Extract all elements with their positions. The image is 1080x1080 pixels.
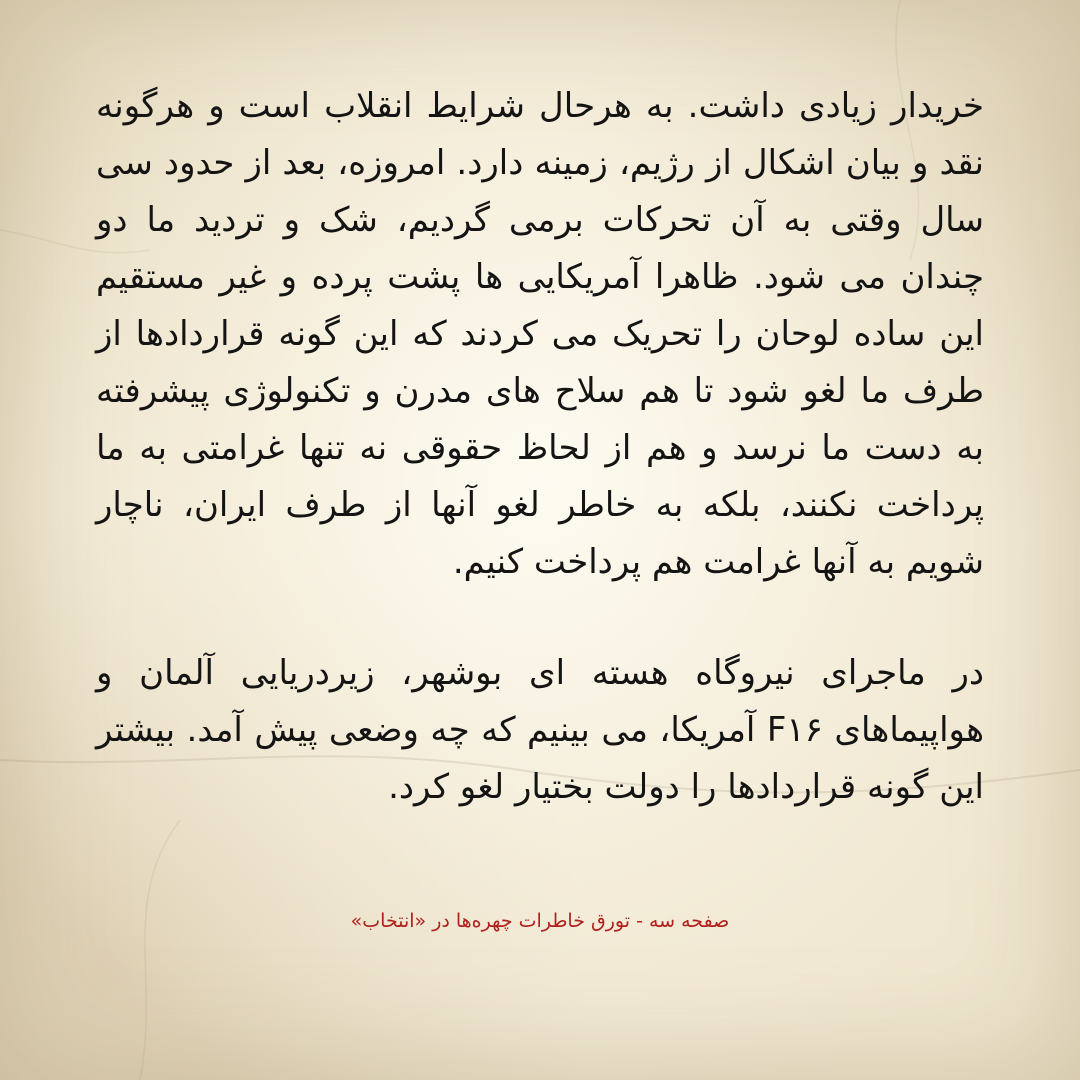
page-content [96, 78, 984, 1040]
paragraph-2: در ماجرای نیروگاه هسته ای بوشهر، زیردریایی آلمان و هواپیماهای F۱۶ آمریکا، می بینیم که چه وضعی پیش آمد. بیشتر این گونه قراردادها را دولت بختیار لغو کرد. [96, 653, 985, 807]
page-caption: صفحه سه - تورق خاطرات چهره‌ها در «انتخاب» [350, 910, 730, 932]
paragraph-1: خریدار زیادی داشت. به هرحال شرایط انقلاب است و هرگونه نقد و بیان اشکال از رژیم، زمینه دارد. امروزه، بعد از حدود سی سال وقتی به آن تحرکات برمی گردیم، شک و تردید ما دو چندان می شود. ظاهرا آمریکایی ها پشت پرده و غیر مستقیم این ساده لوحان را تحریک می کردند که این گونه قراردادها از طرف ما لغو شود تا هم سلاح های مدرن و تکنولوژی پیشرفته به دست ما نرسد و هم از لحاظ حقوقی نه تنها غرامتی به ما پرداخت نکنند، بلکه به خاطر لغو آنها از طرف ایران، ناچار شویم به آنها غرامت هم پرداخت کنیم. [96, 86, 984, 582]
